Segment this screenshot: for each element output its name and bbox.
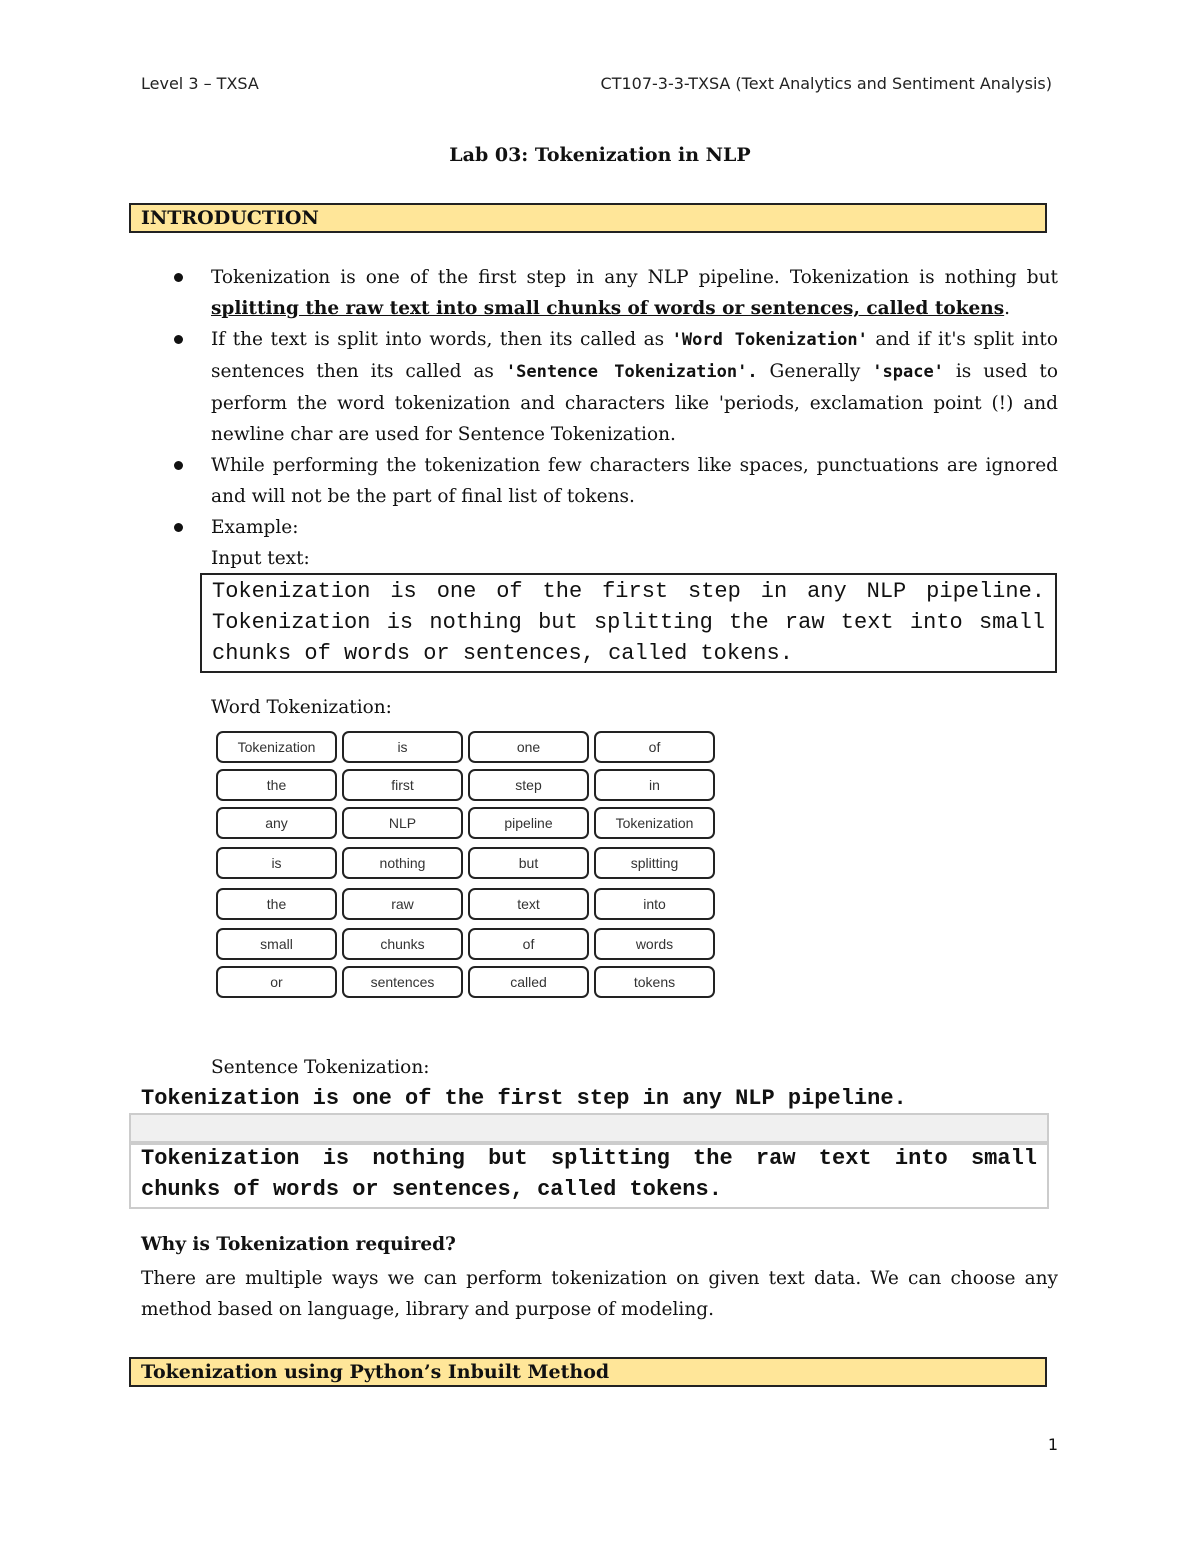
sentence-tokenization-label: Sentence Tokenization: — [211, 1057, 430, 1078]
why-heading: Why is Tokenization required? — [141, 1234, 456, 1255]
bullet-ignored-chars: While performing the tokenization few characters like spaces, punctuations are ignored and will not be the part of final list of tokens. — [211, 450, 1058, 512]
token: pipeline — [468, 807, 589, 839]
token: or — [216, 966, 337, 998]
token: chunks — [342, 928, 463, 960]
sentence-token-1: Tokenization is one of the first step in any NLP pipeline. — [141, 1086, 907, 1111]
token: splitting — [594, 847, 715, 879]
bullet-icon — [174, 461, 183, 470]
token: into — [594, 888, 715, 920]
token: but — [468, 847, 589, 879]
token-row — [216, 769, 716, 801]
token: is — [216, 847, 337, 879]
sentence-token-2: Tokenization is nothing but splitting the raw text into small chunks of words or sentences, called tokens. — [129, 1141, 1049, 1209]
bullet-icon — [174, 523, 183, 532]
term-sentence-tokenization: 'Sentence Tokenization'. — [505, 362, 758, 382]
token: text — [468, 888, 589, 920]
token: first — [342, 769, 463, 801]
header-course: CT107-3-3-TXSA (Text Analytics and Sentiment Analysis) — [600, 74, 1052, 93]
token: Tokenization — [216, 731, 337, 763]
token-row — [216, 807, 716, 839]
word-token-grid — [216, 731, 716, 998]
intro-bullet-list — [211, 262, 1058, 574]
section-python-inbuilt: Tokenization using Python’s Inbuilt Method — [129, 1357, 1047, 1387]
token: is — [342, 731, 463, 763]
term-word-tokenization: 'Word Tokenization' — [671, 330, 868, 350]
token: of — [468, 928, 589, 960]
bullet-types: If the text is split into words, then its called as 'Word Tokenization' and if it's split into sentences then its called as 'Sentence Tokenization'. Generally 'space' is used to perform the word tokenization and characters like 'periods, exclamation point (!) and newline char are used for Sentence Tokenization. — [211, 324, 1058, 450]
page-number: 1 — [1047, 1435, 1058, 1454]
definition-emphasis: splitting the raw text into small chunks of words or sentences, called tokens — [211, 298, 1005, 319]
token: words — [594, 928, 715, 960]
token: NLP — [342, 807, 463, 839]
token: of — [594, 731, 715, 763]
section-introduction: INTRODUCTION — [129, 203, 1047, 233]
bullet-example: Example: Input text: — [211, 512, 1058, 574]
why-paragraph: There are multiple ways we can perform tokenization on given text data. We can choose any method based on language, library and purpose of modeling. — [141, 1268, 1058, 1320]
input-text-label: Input text: — [211, 548, 310, 569]
token-row — [216, 847, 716, 879]
token: raw — [342, 888, 463, 920]
term-space: 'space' — [872, 362, 944, 382]
token-row — [216, 888, 716, 920]
token-row — [216, 731, 716, 763]
token: any — [216, 807, 337, 839]
token: nothing — [342, 847, 463, 879]
bullet-definition: Tokenization is one of the first step in any NLP pipeline. Tokenization is nothing but splitting the raw text into small chunks of words or sentences, called tokens. — [211, 262, 1058, 324]
header-level: Level 3 – TXSA — [141, 74, 259, 93]
input-text-box: Tokenization is one of the first step in any NLP pipeline. Tokenization is nothing but splitting the raw text into small chunks of words or sentences, called tokens. — [200, 573, 1057, 673]
token: sentences — [342, 966, 463, 998]
token: the — [216, 769, 337, 801]
token: in — [594, 769, 715, 801]
token: step — [468, 769, 589, 801]
token-row — [216, 928, 716, 960]
token: Tokenization — [594, 807, 715, 839]
token: the — [216, 888, 337, 920]
token: small — [216, 928, 337, 960]
word-tokenization-label: Word Tokenization: — [211, 697, 392, 718]
token: called — [468, 966, 589, 998]
token: one — [468, 731, 589, 763]
page-title: Lab 03: Tokenization in NLP — [449, 144, 751, 166]
token-row — [216, 966, 716, 998]
bullet-icon — [174, 273, 183, 282]
token: tokens — [594, 966, 715, 998]
bullet-icon — [174, 335, 183, 344]
